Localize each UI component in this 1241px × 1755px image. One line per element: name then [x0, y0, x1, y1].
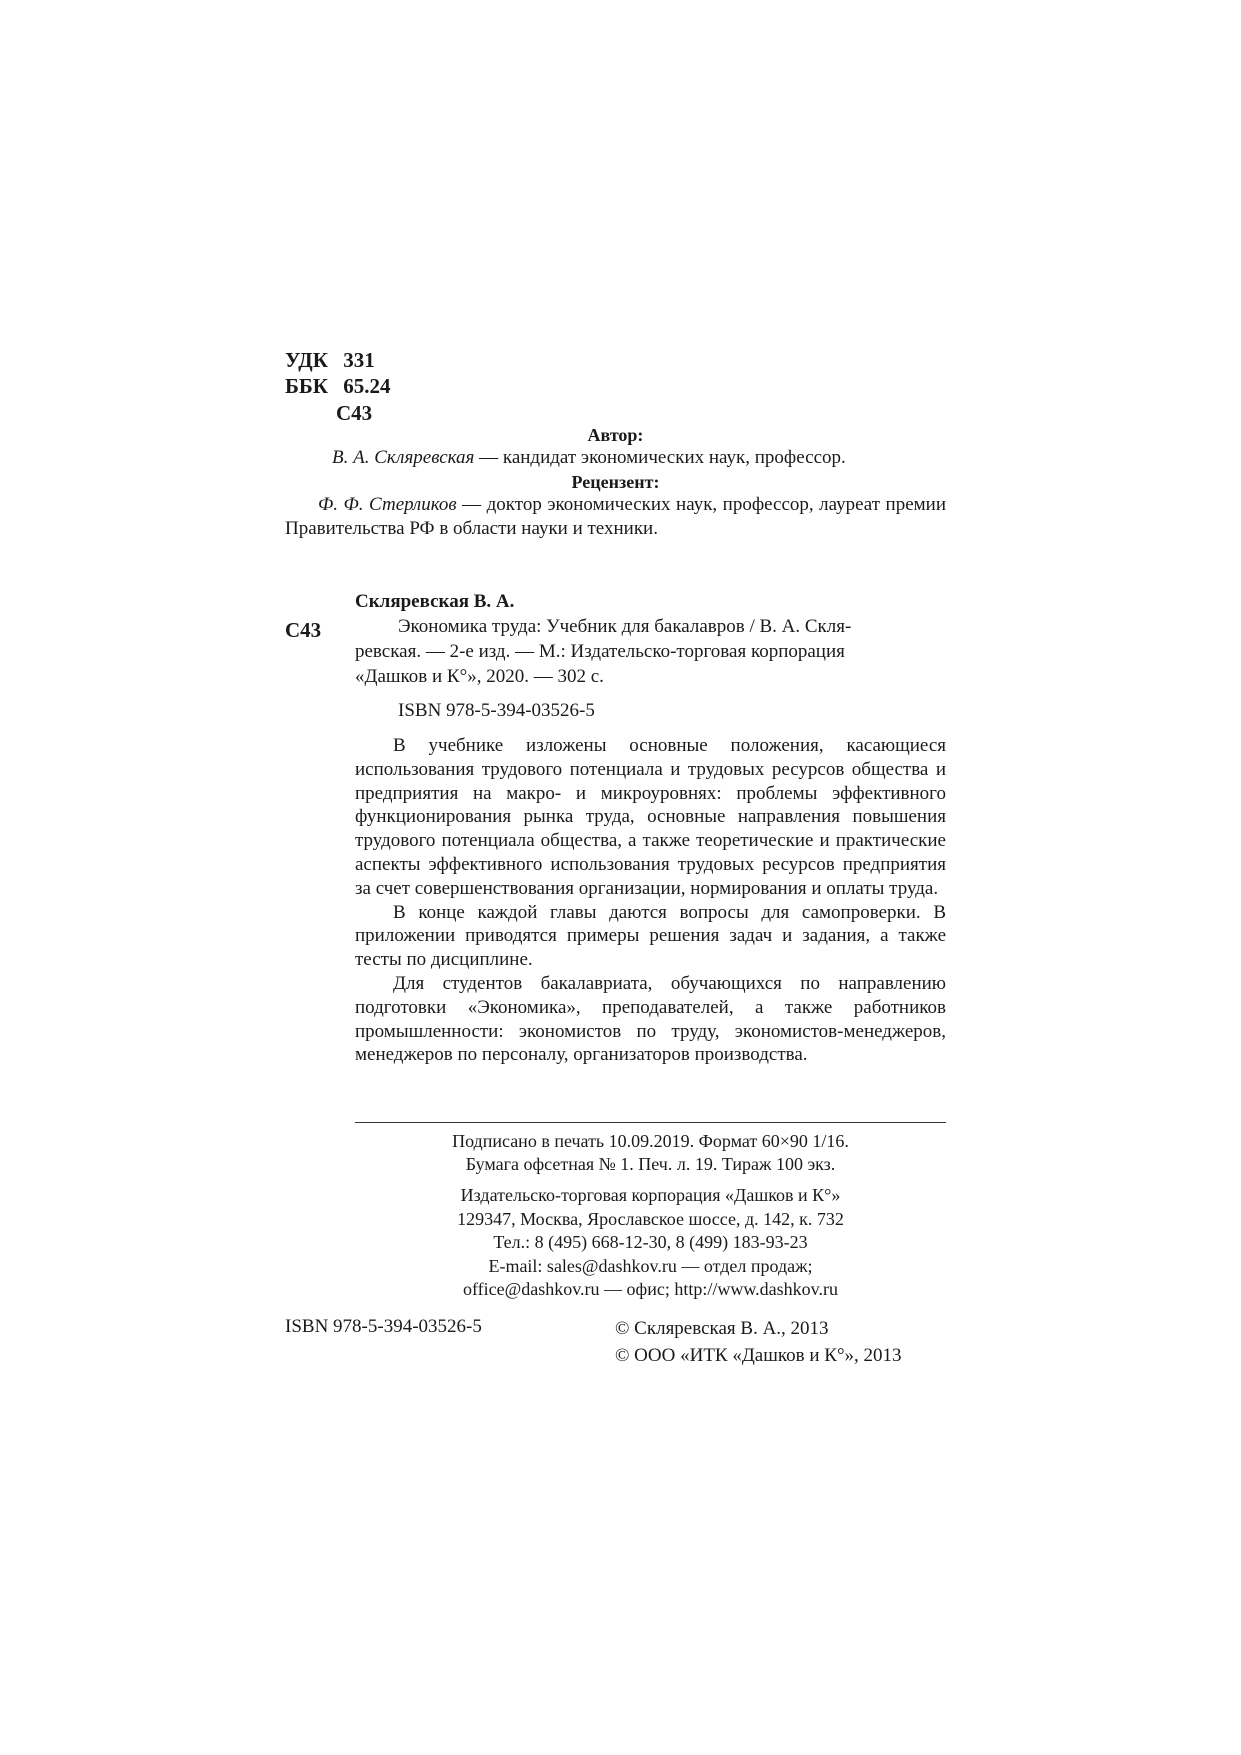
reviewer-heading: Рецензент:: [571, 472, 660, 492]
abstract-paragraph-3: Для студентов бакалавриата, обучающихся по направлению подготовки «Экономика», преподавателей, а также работников промышленности: экономистов по труду, экономистов-менеджеров, менеджеров по персоналу, организаторов производства.: [355, 972, 946, 1066]
footer-isbn: ISBN 978-5-394-03526-5: [285, 1316, 482, 1337]
bbk-label: ББК: [285, 374, 328, 398]
author-credit: [285, 446, 946, 470]
publisher-line-5: office@dashkov.ru — офис; http://www.dashkov.ru: [463, 1279, 838, 1299]
abstract-paragraph-1: В учебнике изложены основные положения, касающиеся использования трудового потенциала и трудовых ресурсов общества и предприятия на макро- и микроуровнях: проблемы эффективного функционирования рынка труда, основные направления повышения трудового потенциала общества, а также теоретические и практические аспекты эффективного использования трудовых ресурсов предприятия за счет совершенствования организации, нормирования и оплаты труда.: [355, 735, 946, 899]
bbk-value: 65.24: [343, 374, 391, 398]
side-author-sign: С43: [285, 618, 322, 642]
abstract: [355, 734, 946, 1067]
publisher-line-4: E-mail: sales@dashkov.ru — отдел продаж;: [488, 1255, 813, 1276]
author-heading: Автор:: [587, 425, 644, 445]
udk-value: 331: [343, 348, 375, 372]
copyright-block: [615, 1315, 902, 1369]
bibliographic-description: [355, 614, 946, 689]
print-line-2: Бумага офсетная № 1. Печ. л. 19. Тираж 100 экз.: [465, 1154, 836, 1174]
author-name: В. А. Скляревская: [332, 447, 475, 468]
bib-line-2: ревская. — 2-е изд. — М.: Издательско-торговая корпорация: [355, 641, 845, 662]
udk-label: УДК: [285, 348, 328, 372]
bib-line-3: «Дашков и К°», 2020. — 302 с.: [355, 666, 604, 687]
publisher-line-1: Издательско-торговая корпорация «Дашков и К°»: [460, 1185, 841, 1205]
copyright-author: © Скляревская В. А., 2013: [615, 1318, 829, 1339]
reviewer-credit: [285, 493, 946, 541]
reviewer-name: Ф. Ф. Стерликов: [318, 494, 457, 515]
publisher-line-3: Тел.: 8 (495) 668-12-30, 8 (499) 183-93-23: [493, 1232, 808, 1252]
bib-line-1: Экономика труда: Учебник для бакалавров / В. А. Скля-: [398, 616, 852, 637]
copyright-publisher: © ООО «ИТК «Дашков и К°», 2013: [615, 1345, 902, 1366]
bbk-line: [285, 373, 391, 399]
record-isbn: ISBN 978-5-394-03526-5: [398, 700, 595, 721]
author-desc: — кандидат экономических наук, профессор.: [474, 447, 846, 468]
author-sign-top: С43: [336, 401, 373, 425]
abstract-paragraph-2: В конце каждой главы даются вопросы для самопроверки. В приложении приводятся примеры решения задач и задания, а также тесты по дисциплине.: [355, 901, 946, 971]
print-line-1: Подписано в печать 10.09.2019. Формат 60×90 1/16.: [452, 1131, 849, 1151]
reviewer-desc: — доктор экономических наук, профессор, лауреат премии Правительства РФ в области науки и техники.: [285, 494, 946, 539]
udk-line: [285, 347, 375, 373]
publisher-details: [355, 1184, 946, 1302]
publisher-line-2: 129347, Москва, Ярославское шоссе, д. 142, к. 732: [457, 1208, 844, 1229]
divider: [355, 1122, 946, 1123]
record-heading: Скляревская В. А.: [355, 591, 515, 612]
print-details: [355, 1130, 946, 1176]
